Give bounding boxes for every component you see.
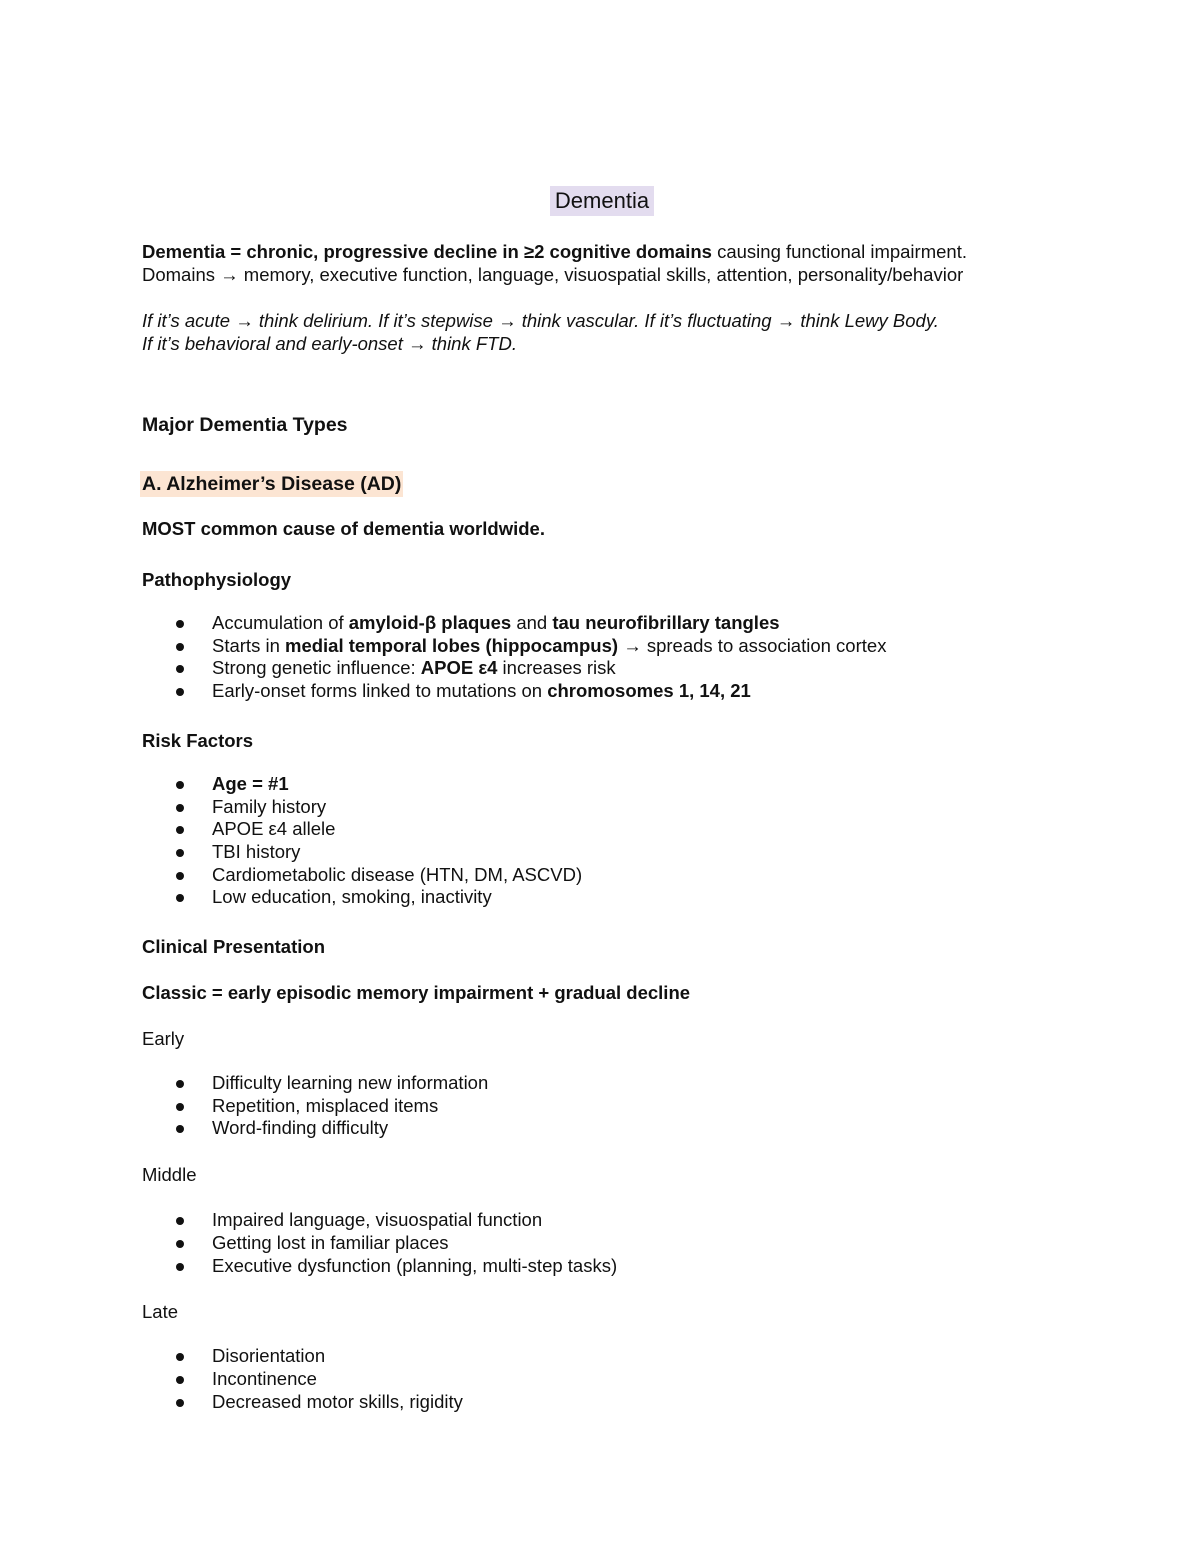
hint-line-2: If it’s behavioral and early-onset → think FTD. bbox=[142, 333, 517, 354]
list-item: Impaired language, visuospatial function bbox=[142, 1209, 1062, 1232]
risk-list bbox=[142, 773, 1062, 909]
bullet-icon bbox=[176, 643, 184, 651]
classic-line: Classic = early episodic memory impairment + gradual decline bbox=[142, 982, 691, 1004]
list-item: TBI history bbox=[142, 841, 1062, 864]
bullet-icon bbox=[176, 1217, 184, 1225]
bullet-icon bbox=[176, 688, 184, 696]
list-item: Family history bbox=[142, 796, 1062, 819]
title-wrapper bbox=[142, 186, 1062, 216]
bullet-icon bbox=[176, 826, 184, 834]
domains-line: Domains → memory, executive function, language, visuospatial skills, attention, personality/behavior bbox=[142, 264, 964, 285]
list-item: Disorientation bbox=[142, 1345, 1062, 1368]
late-list bbox=[142, 1345, 1062, 1413]
document-content bbox=[142, 186, 1062, 1413]
late-label: Late bbox=[142, 1301, 179, 1323]
list-item: Low education, smoking, inactivity bbox=[142, 886, 1062, 909]
list-item: Starts in medial temporal lobes (hippocampus) → spreads to association cortex bbox=[142, 635, 1062, 658]
bullet-icon bbox=[176, 872, 184, 880]
list-item: Repetition, misplaced items bbox=[142, 1095, 1062, 1118]
bullet-icon bbox=[176, 1125, 184, 1133]
list-item: Difficulty learning new information bbox=[142, 1072, 1062, 1095]
list-item: Age = #1 bbox=[142, 773, 1062, 796]
bullet-icon bbox=[176, 804, 184, 812]
definition-line bbox=[142, 240, 1062, 263]
list-item: Decreased motor skills, rigidity bbox=[142, 1391, 1062, 1414]
list-item: Getting lost in familiar places bbox=[142, 1232, 1062, 1255]
list-item: Word-finding difficulty bbox=[142, 1117, 1062, 1140]
bullet-icon bbox=[176, 849, 184, 857]
patho-list bbox=[142, 612, 1062, 703]
page-title: Dementia bbox=[550, 186, 654, 216]
list-item: Executive dysfunction (planning, multi-step tasks) bbox=[142, 1255, 1062, 1278]
middle-list bbox=[142, 1209, 1062, 1277]
list-item: Strong genetic influence: APOE ε4 increases risk bbox=[142, 657, 1062, 680]
bullet-icon bbox=[176, 1080, 184, 1088]
middle-label: Middle bbox=[142, 1164, 197, 1186]
definition-bold: Dementia = chronic, progressive decline in ≥2 cognitive domains bbox=[142, 241, 712, 262]
list-item: APOE ε4 allele bbox=[142, 818, 1062, 841]
bullet-icon bbox=[176, 1399, 184, 1407]
bullet-icon bbox=[176, 781, 184, 789]
bullet-icon bbox=[176, 1376, 184, 1384]
bullet-icon bbox=[176, 1263, 184, 1271]
list-item: Early-onset forms linked to mutations on chromosomes 1, 14, 21 bbox=[142, 680, 1062, 703]
major-types-heading: Major Dementia Types bbox=[142, 414, 348, 436]
patho-heading: Pathophysiology bbox=[142, 569, 292, 590]
ad-heading: A. Alzheimer’s Disease (AD) bbox=[142, 473, 402, 495]
definition-rest: causing functional impairment. bbox=[711, 241, 967, 262]
hint-line-1: If it’s acute → think delirium. If it’s stepwise → think vascular. If it’s fluctuating → think Lewy Body. bbox=[142, 310, 939, 331]
bullet-icon bbox=[176, 1103, 184, 1111]
list-item: Accumulation of amyloid-β plaques and tau neurofibrillary tangles bbox=[142, 612, 1062, 635]
bullet-icon bbox=[176, 665, 184, 673]
bullet-icon bbox=[176, 620, 184, 628]
list-item: Cardiometabolic disease (HTN, DM, ASCVD) bbox=[142, 864, 1062, 887]
early-list bbox=[142, 1072, 1062, 1140]
ad-heading-line bbox=[142, 471, 1062, 497]
early-label: Early bbox=[142, 1028, 185, 1050]
bullet-icon bbox=[176, 894, 184, 902]
ad-common-cause: MOST common cause of dementia worldwide. bbox=[142, 518, 545, 539]
clinical-heading: Clinical Presentation bbox=[142, 936, 325, 958]
list-item: Incontinence bbox=[142, 1368, 1062, 1391]
bullet-icon bbox=[176, 1353, 184, 1361]
risk-heading: Risk Factors bbox=[142, 729, 254, 751]
bullet-icon bbox=[176, 1240, 184, 1248]
